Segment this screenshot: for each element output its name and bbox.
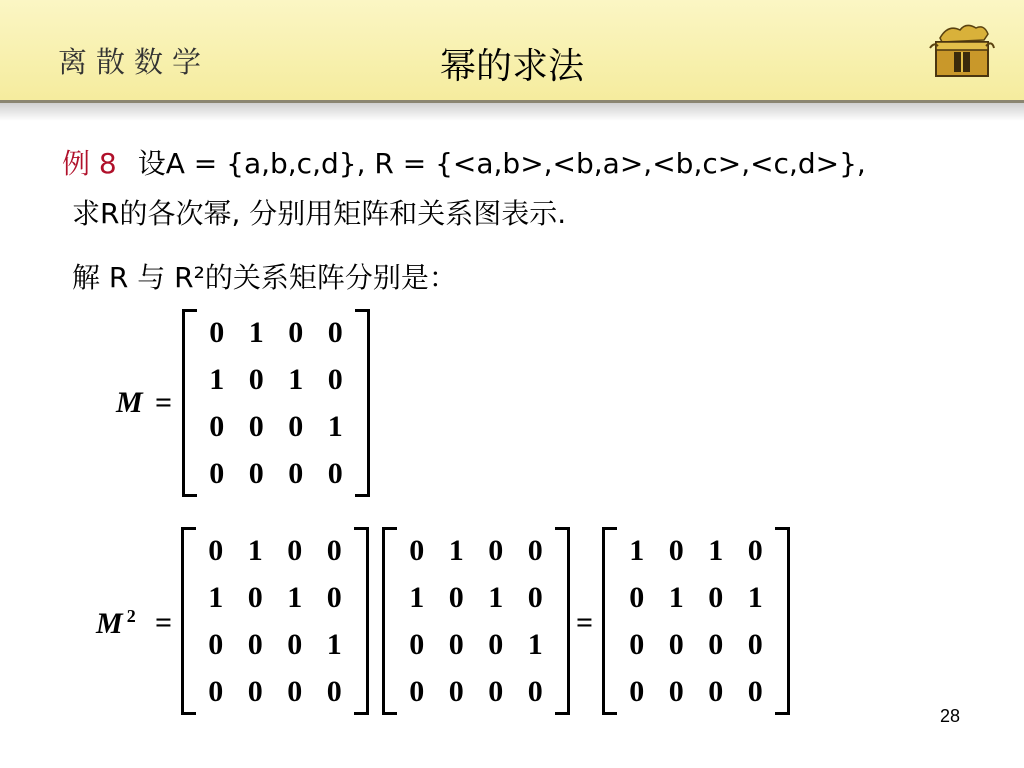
matrix-cell: 0 xyxy=(248,409,264,443)
matrix-cell: 1 xyxy=(247,533,263,567)
matrix-cell: 0 xyxy=(326,580,342,614)
matrix-cell: 1 xyxy=(488,580,504,614)
matrix-cell: 0 xyxy=(327,315,343,349)
matrix-cell: 0 xyxy=(747,533,763,567)
example-label: 例 8 xyxy=(62,147,117,180)
slide-title: 幂的求法 xyxy=(439,46,584,87)
matrix-cell: 0 xyxy=(287,627,303,661)
page-number: 28 xyxy=(940,706,961,726)
matrix-cell: 1 xyxy=(208,580,224,614)
matrix-cell: 1 xyxy=(708,533,724,567)
matrix-cell: 0 xyxy=(747,627,763,661)
matrix-cell: 1 xyxy=(288,362,304,396)
matrix-m2-exponent: 2 xyxy=(126,606,136,626)
matrix-cell: 0 xyxy=(409,674,425,708)
matrix-result-equals: = xyxy=(576,606,594,639)
matrix-cell: 0 xyxy=(708,674,724,708)
matrix-cell: 0 xyxy=(448,580,464,614)
matrix-cell: 0 xyxy=(247,674,263,708)
matrix-m2-base: M xyxy=(96,607,123,640)
matrix-cell: 0 xyxy=(208,627,224,661)
matrix-cell: 0 xyxy=(409,627,425,661)
matrix-cell: 0 xyxy=(208,533,224,567)
header-shadow xyxy=(0,103,1024,121)
matrix-cell: 1 xyxy=(629,533,645,567)
example-statement: 设A = {a,b,c,d}, R = {<a,b>,<b,a>,<b,c>,<c,d>}, xyxy=(137,147,866,180)
matrix-m xyxy=(182,309,370,497)
matrix-cell: 0 xyxy=(288,315,304,349)
solution-text: 解 R 与 R²的关系矩阵分别是： xyxy=(72,261,457,294)
matrix-cell: 0 xyxy=(247,580,263,614)
matrix-cell: 1 xyxy=(527,627,543,661)
matrix-cell: 0 xyxy=(708,580,724,614)
matrix-cell: 0 xyxy=(287,674,303,708)
matrix-cell: 0 xyxy=(208,674,224,708)
matrix-cell: 0 xyxy=(288,456,304,490)
matrix-m2-label xyxy=(96,606,136,641)
matrix-cell: 0 xyxy=(209,315,225,349)
matrix-cell: 1 xyxy=(668,580,684,614)
matrix-cell: 0 xyxy=(488,627,504,661)
matrix-cell: 0 xyxy=(288,409,304,443)
matrix-cell: 0 xyxy=(488,674,504,708)
matrix-m-label: M xyxy=(116,386,143,419)
matrix-m-equals: = xyxy=(155,386,173,419)
matrix-cell: 0 xyxy=(248,362,264,396)
matrix-cell: 0 xyxy=(668,533,684,567)
matrix-cell: 0 xyxy=(527,580,543,614)
matrix-cell: 1 xyxy=(209,362,225,396)
matrix-cell: 1 xyxy=(747,580,763,614)
matrix-cell: 1 xyxy=(326,627,342,661)
matrix-cell: 0 xyxy=(448,627,464,661)
matrix-cell: 0 xyxy=(448,674,464,708)
matrix-cell: 1 xyxy=(248,315,264,349)
matrix-cell: 0 xyxy=(209,456,225,490)
matrix-cell: 0 xyxy=(209,409,225,443)
matrix-cell: 0 xyxy=(488,533,504,567)
matrix-cell: 0 xyxy=(327,362,343,396)
matrix-cell: 0 xyxy=(629,580,645,614)
matrix-cell: 1 xyxy=(327,409,343,443)
matrix-cell: 0 xyxy=(326,674,342,708)
matrix-m2-equals: = xyxy=(155,606,173,639)
matrix-cell: 0 xyxy=(668,674,684,708)
matrix-cell: 1 xyxy=(448,533,464,567)
matrix-m2-result xyxy=(602,527,790,715)
matrix-cell: 0 xyxy=(708,627,724,661)
matrix-cell: 1 xyxy=(287,580,303,614)
treasure-chest-dragon-icon xyxy=(926,18,998,82)
example-line-2: 求R的各次幂, 分别用矩阵和关系图表示. xyxy=(72,197,567,230)
matrix-cell: 0 xyxy=(629,627,645,661)
matrix-m2-factor-a xyxy=(181,527,369,715)
matrix-cell: 0 xyxy=(747,674,763,708)
matrix-cell: 0 xyxy=(247,627,263,661)
matrix-cell: 0 xyxy=(668,627,684,661)
matrix-cell: 0 xyxy=(527,533,543,567)
matrix-cell: 0 xyxy=(527,674,543,708)
example-line-1 xyxy=(62,142,866,182)
matrix-m2-factor-b xyxy=(382,527,570,715)
matrix-cell: 0 xyxy=(409,533,425,567)
matrix-cell: 0 xyxy=(326,533,342,567)
matrix-cell: 1 xyxy=(409,580,425,614)
matrix-cell: 0 xyxy=(327,456,343,490)
matrix-cell: 0 xyxy=(248,456,264,490)
course-name: 离散数学 xyxy=(58,45,211,79)
matrix-cell: 0 xyxy=(629,674,645,708)
matrix-cell: 0 xyxy=(287,533,303,567)
